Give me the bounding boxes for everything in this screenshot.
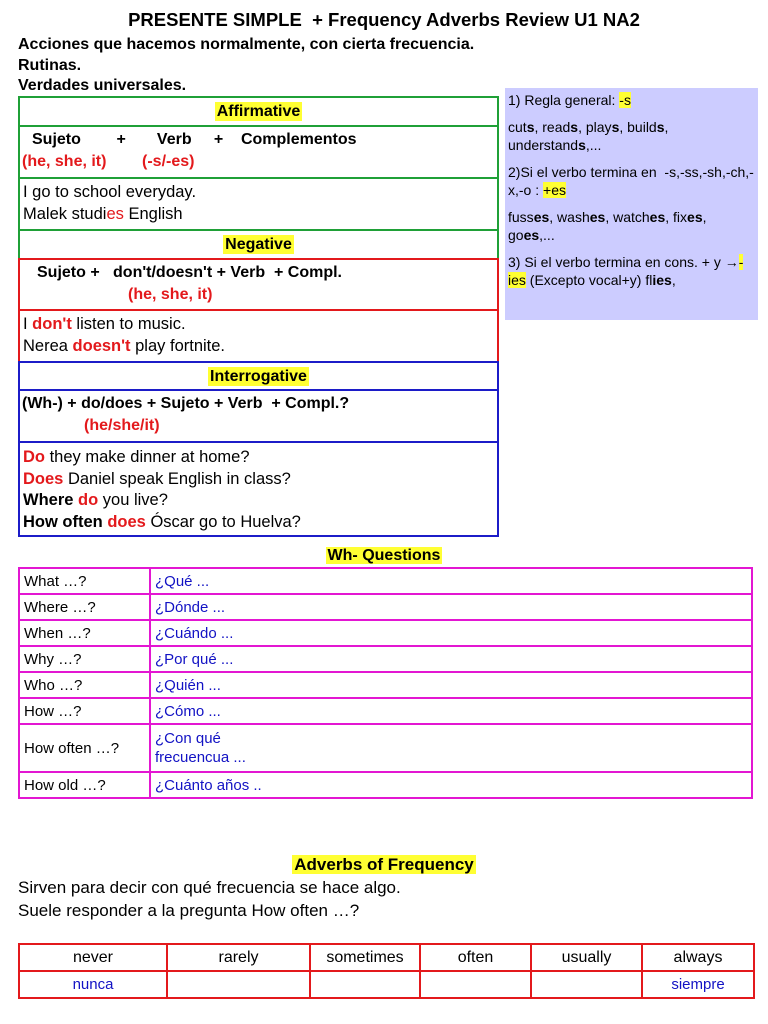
table-row — [19, 620, 752, 646]
example-line — [23, 469, 497, 491]
red-emphasis-text: does — [107, 512, 146, 531]
formula-note-line — [22, 415, 497, 437]
text-run: I — [23, 315, 33, 333]
example-line — [23, 313, 497, 335]
bold-text: es — [533, 208, 550, 225]
adverb-cell: always — [642, 944, 754, 971]
text-run: , build — [619, 118, 657, 135]
wh-questions-heading: Wh- Questions — [327, 547, 441, 564]
rule-line — [508, 253, 754, 290]
translation-cell — [167, 971, 310, 998]
negative-formula-box — [18, 258, 499, 311]
adverbs-heading: Adverbs of Frequency — [294, 855, 474, 874]
frequency-table-body — [19, 944, 754, 998]
example-line — [23, 335, 497, 357]
text-run: you live? — [98, 491, 168, 509]
translation-cell — [310, 971, 420, 998]
text-run: 1) Regla general: — [508, 92, 620, 108]
table-row — [19, 772, 752, 798]
adverb-row — [19, 944, 754, 971]
text-run: 2)Si el verbo termina en -s,-ss,-sh,-ch,-x,-o : — [508, 163, 754, 198]
highlighted-text: +es — [543, 182, 566, 198]
wh-questions-heading-row — [0, 546, 768, 565]
highlighted-text: -ies — [508, 253, 744, 288]
question-cell: How …? — [19, 698, 150, 724]
text-run: cut — [508, 118, 527, 135]
question-cell: How old …? — [19, 772, 150, 798]
translation-cell: ¿Dónde ... — [150, 594, 752, 620]
translation-cell — [420, 971, 531, 998]
interrogative-formula-box — [18, 389, 499, 443]
text-run: Malek studi — [23, 205, 107, 223]
text-run: they make dinner at home? — [45, 448, 250, 466]
text-run: , wash — [549, 208, 590, 225]
red-emphasis-text: (-s/-es) — [142, 153, 195, 170]
example-line — [23, 447, 497, 469]
adverb-cell: usually — [531, 944, 642, 971]
bold-text: s — [656, 118, 665, 135]
interrogative-heading: Interrogative — [210, 367, 307, 385]
text-run: , — [671, 272, 676, 288]
grammar-column — [18, 96, 499, 537]
affirmative-heading: Affirmative — [216, 103, 301, 120]
red-emphasis-text: (he, she, it) — [128, 286, 213, 303]
bold-text: es — [649, 208, 666, 225]
text-run: ,... — [539, 227, 555, 243]
intro-line: Rutinas. — [18, 56, 82, 74]
bold-text: s — [526, 118, 535, 135]
question-cell: What …? — [19, 568, 150, 594]
example-line — [23, 181, 497, 203]
translation-cell: ¿Cómo ... — [150, 698, 752, 724]
interrogative-examples-box — [18, 441, 499, 537]
bold-text: (Wh-) + do/does + Sujeto + Verb + Compl.? — [22, 395, 350, 412]
text-run: 3) Si el verbo termina en cons. + y → — [508, 253, 739, 270]
negative-examples-box — [18, 309, 499, 363]
bold-text: How often — [23, 512, 103, 531]
adverb-cell: sometimes — [310, 944, 420, 971]
red-emphasis-text: (he/she/it) — [84, 417, 160, 434]
page-title: PRESENTE SIMPLE + Frequency Adverbs Review U1 NA2 — [128, 9, 640, 30]
red-emphasis-text: do — [78, 491, 99, 509]
text-run: English — [123, 205, 183, 223]
formula-line — [22, 393, 497, 415]
rule-line — [508, 163, 754, 200]
text-run: , understand — [508, 118, 673, 153]
adverb-cell: never — [19, 944, 167, 971]
bold-text: s — [570, 118, 579, 135]
question-cell: When …? — [19, 620, 150, 646]
bold-text: Sujeto + don't/doesn't + Verb + Compl. — [37, 264, 342, 281]
bold-text: es — [523, 227, 540, 243]
text-run: , play — [578, 118, 612, 135]
bold-text: s — [578, 137, 586, 153]
highlighted-text: -s — [619, 92, 631, 108]
formula-note-line — [22, 151, 497, 173]
formula-line — [22, 129, 497, 151]
translation-cell — [531, 971, 642, 998]
text-run: listen to music. — [71, 315, 186, 333]
red-emphasis-text: doesn't — [72, 337, 131, 355]
translation-cell: ¿Cuánto años .. — [150, 772, 752, 798]
example-line — [23, 490, 497, 512]
bold-text: es — [589, 208, 606, 225]
red-emphasis-text: don't — [32, 315, 72, 333]
question-cell: Why …? — [19, 646, 150, 672]
formula-line — [22, 262, 497, 284]
adverbs-heading-row — [0, 855, 768, 875]
translation-cell: ¿Quién ... — [150, 672, 752, 698]
text-run: I go to school everyday. — [23, 183, 197, 201]
translation-cell: nunca — [19, 971, 167, 998]
text-run: ,... — [585, 137, 602, 153]
translation-cell: ¿Por qué ... — [150, 646, 752, 672]
description-line: Suele responder a la pregunta How often …? — [18, 900, 360, 920]
table-row — [19, 646, 752, 672]
adverb-cell: rarely — [167, 944, 310, 971]
affirmative-header-box — [18, 96, 499, 127]
wh-table-body — [19, 568, 752, 798]
table-row — [19, 724, 752, 772]
wh-questions-table — [18, 567, 753, 799]
bold-text: es — [687, 208, 703, 225]
spelling-rules-panel — [505, 88, 758, 320]
question-cell: How often …? — [19, 724, 150, 772]
translation-cell: siempre — [642, 971, 754, 998]
negative-header-box — [18, 229, 499, 260]
table-row — [19, 698, 752, 724]
interrogative-header-box — [18, 361, 499, 391]
red-emphasis-text: (he, she, it) — [22, 153, 107, 170]
text-run: , read — [534, 118, 571, 135]
text-run — [106, 153, 142, 170]
text-run: , go — [508, 208, 711, 243]
bold-text: ies — [652, 272, 672, 288]
affirmative-examples-box — [18, 177, 499, 231]
table-row — [19, 568, 752, 594]
translation-cell: ¿Qué ... — [150, 568, 752, 594]
adverb-cell: often — [420, 944, 531, 971]
rule-examples — [508, 118, 754, 155]
text-run: (Excepto vocal+y) fl — [525, 272, 653, 288]
question-cell: Who …? — [19, 672, 150, 698]
bold-text: Where — [23, 491, 74, 509]
bold-text: Sujeto + Verb + Complementos — [32, 131, 357, 148]
intro-text — [18, 35, 474, 97]
question-cell: Where …? — [19, 594, 150, 620]
affirmative-formula-box — [18, 125, 499, 179]
example-line — [23, 203, 497, 225]
rule-examples — [508, 208, 754, 245]
translation-cell: ¿Cuándo ... — [150, 620, 752, 646]
frequency-adverbs-table — [18, 943, 755, 999]
red-emphasis-text: es — [106, 205, 124, 223]
red-emphasis-text: Does — [23, 469, 64, 488]
intro-line: Verdades universales. — [18, 77, 187, 94]
text-run: , fix — [665, 208, 688, 225]
translation-row — [19, 971, 754, 998]
translation-cell: ¿Con qué frecuencua ... — [150, 724, 752, 772]
formula-note-line — [22, 284, 497, 306]
rule-line — [508, 91, 754, 110]
table-row — [19, 672, 752, 698]
adverbs-description — [18, 877, 401, 922]
intro-line: Acciones que hacemos normalmente, con cierta frecuencia. — [18, 36, 475, 53]
text-run: Óscar go to Huelva? — [145, 512, 301, 531]
text-run: play fortnite. — [130, 337, 226, 355]
bold-text: s — [611, 118, 620, 135]
text-run: Daniel speak English in class? — [63, 469, 291, 488]
example-line — [23, 512, 497, 534]
table-row — [19, 594, 752, 620]
description-line: Sirven para decir con qué frecuencia se hace algo. — [18, 878, 401, 897]
negative-heading: Negative — [225, 236, 292, 253]
text-run: fuss — [508, 208, 534, 225]
red-emphasis-text: Do — [23, 448, 45, 466]
text-run: Nerea — [23, 337, 73, 355]
text-run: , watch — [605, 208, 650, 225]
